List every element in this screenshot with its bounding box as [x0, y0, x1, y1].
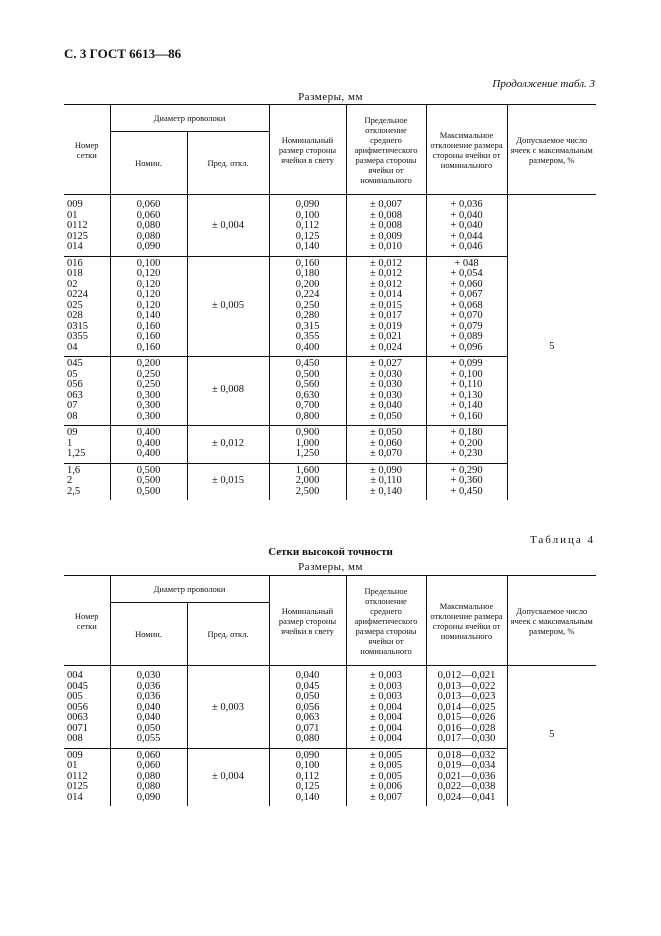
cell-wire-nominal-value: 0,060	[136, 199, 161, 210]
cell-number-value: 07	[67, 400, 78, 411]
cell-nominal-size	[269, 463, 346, 500]
cell-wire-nominal-value: 0,120	[136, 299, 161, 311]
cell-mean-deviation-value: ± 0,010	[369, 241, 402, 252]
cell-number-value: 009	[67, 749, 83, 761]
cell-max-deviation-value: + 0,040	[450, 220, 483, 231]
col-header-number: Номер сетки	[64, 576, 110, 666]
cell-mean-deviation-value: ± 0,060	[369, 437, 402, 449]
cell-mean-deviation	[346, 666, 426, 749]
cell-number-value: 1,6	[67, 464, 81, 476]
cell-wire-nominal-value: 0,500	[136, 464, 161, 476]
cell-number-value: 025	[67, 299, 83, 311]
cell-max-deviation-value: 0,014—0,025	[437, 701, 496, 713]
cell-number-value: 0071	[67, 722, 88, 734]
cell-max-deviation-value: + 0,040	[450, 209, 483, 221]
cell-number-value: 01	[67, 209, 78, 221]
cell-mean-deviation-value: ± 0,021	[369, 331, 402, 342]
cell-nominal-size	[269, 256, 346, 357]
cell-max-deviation-value: + 0,200	[450, 437, 483, 449]
cell-number-value: 2	[67, 475, 73, 486]
cell-max-deviation	[426, 357, 507, 426]
cell-wire-nominal-value: 0,500	[136, 475, 161, 486]
cell-allowed-count: 5	[507, 666, 596, 807]
cell-nominal-size-value: 0,063	[295, 712, 320, 723]
cell-mean-deviation-value: ± 0,005	[369, 749, 402, 761]
cell-nominal-size	[269, 748, 346, 806]
cell-nominal-size-value: 0,250	[295, 299, 320, 311]
cell-max-deviation	[426, 463, 507, 500]
cell-number	[64, 256, 110, 357]
cell-wire-nominal-value: 0,250	[136, 368, 161, 380]
cell-number	[64, 426, 110, 464]
cell-number	[64, 463, 110, 500]
cell-max-deviation-value: 0,018—0,032	[437, 749, 496, 761]
cell-max-deviation-value: + 0,089	[450, 331, 483, 342]
cell-nominal-size-value: 1,600	[295, 464, 320, 476]
cell-number-value: 09	[67, 427, 78, 438]
cell-number-value: 01	[67, 760, 78, 771]
cell-wire-nominal-value: 0,160	[136, 341, 161, 353]
cell-max-deviation-value: 0,016—0,028	[437, 722, 496, 734]
cell-nominal-size-value: 0,112	[295, 770, 320, 782]
col-header-max-deviation: Максимальное отклонение размера стороны ячейки от номинального	[426, 576, 507, 666]
cell-wire-nominal-value: 0,040	[136, 712, 161, 723]
cell-mean-deviation-value: ± 0,019	[369, 320, 402, 332]
cell-mean-deviation-value: ± 0,012	[369, 257, 402, 269]
cell-mean-deviation-value: ± 0,007	[369, 199, 402, 210]
cell-nominal-size-value: 0,800	[295, 410, 320, 422]
cell-max-deviation-value: + 0,079	[450, 320, 483, 332]
cell-nominal-size-value: 0,071	[295, 722, 320, 734]
cell-number-value: 018	[67, 268, 83, 279]
cell-wire-nominal	[110, 748, 187, 806]
cell-nominal-size-value: 0,630	[295, 389, 320, 401]
cell-max-deviation-value: + 0,450	[450, 485, 483, 497]
cell-max-deviation-value: + 0,046	[450, 241, 483, 252]
cell-mean-deviation	[346, 748, 426, 806]
cell-mean-deviation-value: ± 0,012	[369, 268, 402, 279]
cell-number	[64, 195, 110, 257]
cell-mean-deviation-value: ± 0,030	[369, 379, 402, 390]
table4-sizes-label: Размеры, мм	[298, 561, 363, 573]
cell-wire-nominal-value: 0,080	[136, 781, 161, 792]
cell-number	[64, 357, 110, 426]
cell-number-value: 0224	[67, 289, 88, 300]
cell-number-value: 056	[67, 379, 83, 390]
col-header-allowed-count: Допускаемое число ячеек с максимальным размером, %	[507, 576, 596, 666]
cell-max-deviation	[426, 195, 507, 257]
cell-wire-nominal-value: 0,120	[136, 289, 161, 300]
cell-nominal-size	[269, 195, 346, 257]
cell-max-deviation-value: + 0,160	[450, 410, 483, 422]
cell-max-deviation-value: + 0,060	[450, 278, 483, 290]
cell-wire-nominal-value: 0,400	[136, 448, 161, 459]
cell-mean-deviation-value: ± 0,014	[369, 289, 402, 300]
cell-mean-deviation-value: ± 0,004	[369, 701, 402, 713]
col-header-wire-diameter: Диаметр проволоки	[110, 576, 269, 603]
cell-wire-nominal-value: 0,400	[136, 437, 161, 449]
cell-nominal-size-value: 0,160	[295, 257, 320, 269]
cell-mean-deviation-value: ± 0,004	[369, 712, 402, 723]
cell-wire-nominal-value: 0,090	[136, 791, 161, 803]
cell-number	[64, 748, 110, 806]
cell-wire-nominal-value: 0,080	[136, 220, 161, 231]
cell-max-deviation-value: 0,013—0,023	[437, 691, 496, 702]
cell-number-value: 0112	[67, 770, 88, 782]
cell-wire-nominal-value: 0,300	[136, 389, 161, 401]
col-header-nominal-size: Номинальный размер стороны ячейки в свету	[269, 576, 346, 666]
cell-wire-nominal-value: 0,300	[136, 400, 161, 411]
cell-nominal-size-value: 0,315	[295, 320, 320, 332]
cell-wire-tolerance: ± 0,012	[187, 426, 269, 464]
cell-nominal-size-value: 0,090	[295, 749, 320, 761]
cell-wire-nominal-value: 0,080	[136, 770, 161, 782]
cell-mean-deviation-value: ± 0,024	[369, 341, 402, 353]
cell-mean-deviation	[346, 195, 426, 257]
cell-number-value: 0112	[67, 220, 88, 231]
col-header-number: Номер сетки	[64, 105, 110, 195]
cell-nominal-size-value: 0,700	[295, 400, 320, 411]
cell-mean-deviation-value: ± 0,015	[369, 299, 402, 311]
cell-mean-deviation-value: ± 0,140	[369, 485, 402, 497]
cell-nominal-size-value: 0,224	[295, 289, 320, 300]
cell-number-value: 016	[67, 257, 83, 269]
cell-number-value: 014	[67, 791, 83, 803]
cell-mean-deviation-value: ± 0,017	[369, 310, 402, 321]
cell-number-value: 04	[67, 341, 78, 353]
cell-nominal-size-value: 0,560	[295, 379, 320, 390]
cell-wire-nominal-value: 0,400	[136, 427, 161, 438]
cell-max-deviation-value: 0,015—0,026	[437, 712, 496, 723]
col-header-max-deviation: Максимальное отклонение размера стороны ячейки от номинального	[426, 105, 507, 195]
cell-mean-deviation-value: ± 0,004	[369, 733, 402, 744]
table-row-group	[64, 195, 596, 257]
cell-nominal-size	[269, 357, 346, 426]
cell-max-deviation-value: + 0,230	[450, 448, 483, 459]
col-header-wire-nominal: Номин.	[110, 132, 187, 195]
cell-nominal-size-value: 0,100	[295, 760, 320, 771]
cell-mean-deviation-value: ± 0,050	[369, 427, 402, 438]
cell-wire-nominal-value: 0,080	[136, 230, 161, 242]
cell-nominal-size-value: 0,080	[295, 733, 320, 744]
cell-max-deviation-value: + 048	[454, 257, 479, 269]
cell-max-deviation-value: + 0,290	[450, 464, 483, 476]
cell-max-deviation-value: 0,012—0,021	[437, 670, 496, 681]
cell-max-deviation-value: 0,024—0,041	[437, 791, 496, 803]
cell-max-deviation-value: + 0,096	[450, 341, 483, 353]
cell-wire-tolerance: ± 0,005	[187, 256, 269, 357]
cell-mean-deviation-value: ± 0,030	[369, 389, 402, 401]
cell-nominal-size-value: 0,125	[295, 230, 320, 242]
cell-nominal-size-value: 0,050	[295, 691, 320, 702]
cell-number-value: 2,5	[67, 485, 81, 497]
cell-wire-nominal-value: 0,140	[136, 310, 161, 321]
cell-nominal-size-value: 0,355	[295, 331, 320, 342]
cell-wire-nominal	[110, 666, 187, 749]
cell-wire-tolerance: ± 0,003	[187, 666, 269, 749]
cell-wire-nominal-value: 0,090	[136, 241, 161, 252]
cell-max-deviation-value: 0,022—0,038	[437, 781, 496, 792]
cell-wire-nominal-value: 0,060	[136, 749, 161, 761]
cell-max-deviation	[426, 256, 507, 357]
cell-number-value: 08	[67, 410, 78, 422]
cell-mean-deviation-value: ± 0,003	[369, 680, 402, 692]
cell-wire-nominal-value: 0,050	[136, 722, 161, 734]
cell-mean-deviation	[346, 426, 426, 464]
cell-max-deviation-value: + 0,110	[450, 379, 483, 390]
cell-max-deviation-value: 0,021—0,036	[437, 770, 496, 782]
cell-mean-deviation-value: ± 0,005	[369, 760, 402, 771]
cell-wire-nominal-value: 0,100	[136, 257, 161, 269]
cell-nominal-size-value: 2,000	[295, 475, 320, 486]
cell-wire-nominal	[110, 357, 187, 426]
cell-nominal-size-value: 1,250	[295, 448, 320, 459]
cell-nominal-size-value: 1,000	[295, 437, 320, 449]
cell-number-value: 005	[67, 691, 83, 702]
cell-wire-nominal	[110, 426, 187, 464]
cell-wire-nominal-value: 0,040	[136, 701, 161, 713]
cell-max-deviation-value: + 0,070	[450, 310, 483, 321]
cell-number-value: 0125	[67, 781, 88, 792]
cell-number-value: 0056	[67, 701, 88, 713]
cell-nominal-size	[269, 666, 346, 749]
cell-nominal-size-value: 0,140	[295, 791, 320, 803]
cell-nominal-size-value: 0,040	[295, 670, 320, 681]
cell-wire-tolerance: ± 0,008	[187, 357, 269, 426]
cell-max-deviation-value: 0,017—0,030	[437, 733, 496, 744]
col-header-allowed-count: Допускаемое число ячеек с максимальным размером, %	[507, 105, 596, 195]
col-header-wire-nominal: Номин.	[110, 603, 187, 666]
cell-wire-nominal-value: 0,120	[136, 268, 161, 279]
cell-mean-deviation-value: ± 0,004	[369, 722, 402, 734]
cell-mean-deviation-value: ± 0,070	[369, 448, 402, 459]
cell-nominal-size-value: 0,045	[295, 680, 320, 692]
cell-mean-deviation-value: ± 0,012	[369, 278, 402, 290]
cell-nominal-size-value: 0,280	[295, 310, 320, 321]
cell-nominal-size-value: 0,200	[295, 278, 320, 290]
cell-nominal-size-value: 0,125	[295, 781, 320, 792]
cell-wire-nominal-value: 0,160	[136, 320, 161, 332]
cell-number-value: 004	[67, 670, 83, 681]
cell-wire-nominal	[110, 463, 187, 500]
cell-number-value: 063	[67, 389, 83, 401]
cell-wire-nominal	[110, 195, 187, 257]
cell-wire-nominal-value: 0,300	[136, 410, 161, 422]
cell-max-deviation-value: + 0,100	[450, 368, 483, 380]
cell-number-value: 1,25	[67, 448, 86, 459]
cell-mean-deviation	[346, 463, 426, 500]
cell-wire-nominal-value: 0,160	[136, 331, 161, 342]
cell-max-deviation	[426, 748, 507, 806]
table-3	[64, 104, 596, 500]
cell-max-deviation	[426, 666, 507, 749]
cell-number-value: 0125	[67, 230, 88, 242]
cell-nominal-size	[269, 426, 346, 464]
page-header: С. 3 ГОСТ 6613—86	[64, 46, 182, 61]
cell-number-value: 014	[67, 241, 83, 252]
cell-nominal-size-value: 0,140	[295, 241, 320, 252]
cell-mean-deviation-value: ± 0,009	[369, 230, 402, 242]
col-header-wire-tolerance: Пред. откл.	[187, 132, 269, 195]
cell-mean-deviation-value: ± 0,007	[369, 791, 402, 803]
cell-number-value: 02	[67, 278, 78, 290]
table3-sizes-label: Размеры, мм	[298, 91, 363, 103]
cell-number-value: 028	[67, 310, 83, 321]
cell-max-deviation-value: 0,019—0,034	[437, 760, 496, 771]
cell-mean-deviation-value: ± 0,027	[369, 358, 402, 369]
cell-number-value: 0315	[67, 320, 88, 332]
cell-wire-nominal-value: 0,036	[136, 691, 161, 702]
cell-nominal-size-value: 2,500	[295, 485, 320, 497]
cell-max-deviation-value: + 0,099	[450, 358, 483, 369]
cell-max-deviation-value: + 0,068	[450, 299, 483, 311]
cell-mean-deviation-value: ± 0,003	[369, 691, 402, 702]
table-4	[64, 575, 596, 806]
cell-number-value: 0045	[67, 680, 88, 692]
cell-nominal-size-value: 0,056	[295, 701, 320, 713]
cell-number-value: 045	[67, 358, 83, 369]
cell-max-deviation-value: 0,013—0,022	[437, 680, 496, 692]
cell-number-value: 1	[67, 437, 73, 449]
cell-mean-deviation-value: ± 0,008	[369, 220, 402, 231]
cell-nominal-size-value: 0,112	[295, 220, 320, 231]
cell-max-deviation-value: + 0,067	[450, 289, 483, 300]
table-row-group	[64, 666, 596, 749]
cell-nominal-size-value: 0,900	[295, 427, 320, 438]
cell-wire-nominal-value: 0,060	[136, 760, 161, 771]
cell-mean-deviation-value: ± 0,040	[369, 400, 402, 411]
cell-wire-nominal-value: 0,030	[136, 670, 161, 681]
cell-mean-deviation-value: ± 0,050	[369, 410, 402, 422]
cell-wire-nominal-value: 0,500	[136, 485, 161, 497]
cell-number-value: 05	[67, 368, 78, 380]
cell-max-deviation-value: + 0,360	[450, 475, 483, 486]
col-header-mean-deviation: Предельное отклонение среднего арифметического размера стороны ячейки от номинального	[346, 105, 426, 195]
cell-allowed-count: 5	[507, 195, 596, 501]
col-header-wire-tolerance: Пред. откл.	[187, 603, 269, 666]
cell-nominal-size-value: 0,500	[295, 368, 320, 380]
cell-nominal-size-value: 0,400	[295, 341, 320, 353]
cell-wire-nominal-value: 0,120	[136, 278, 161, 290]
cell-nominal-size-value: 0,450	[295, 358, 320, 369]
cell-max-deviation-value: + 0,036	[450, 199, 483, 210]
cell-mean-deviation-value: ± 0,005	[369, 770, 402, 782]
cell-max-deviation-value: + 0,180	[450, 427, 483, 438]
cell-mean-deviation-value: ± 0,006	[369, 781, 402, 792]
cell-number-value: 0063	[67, 712, 88, 723]
cell-number-value: 009	[67, 199, 83, 210]
cell-wire-nominal-value: 0,250	[136, 379, 161, 390]
cell-mean-deviation-value: ± 0,003	[369, 670, 402, 681]
cell-wire-nominal	[110, 256, 187, 357]
cell-nominal-size-value: 0,180	[295, 268, 320, 279]
cell-number-value: 008	[67, 733, 83, 744]
cell-wire-tolerance: ± 0,004	[187, 748, 269, 806]
cell-max-deviation-value: + 0,140	[450, 400, 483, 411]
cell-number	[64, 666, 110, 749]
cell-wire-nominal-value: 0,200	[136, 358, 161, 369]
cell-mean-deviation-value: ± 0,008	[369, 209, 402, 221]
col-header-nominal-size: Номинальный размер стороны ячейки в свету	[269, 105, 346, 195]
col-header-wire-diameter: Диаметр проволоки	[110, 105, 269, 132]
cell-nominal-size-value: 0,100	[295, 209, 320, 221]
table4-title: Сетки высокой точности	[268, 546, 393, 558]
table4-caption: Таблица 4	[529, 534, 595, 546]
col-header-mean-deviation: Предельное отклонение среднего арифметического размера стороны ячейки от номинального	[346, 576, 426, 666]
cell-mean-deviation-value: ± 0,110	[370, 475, 402, 486]
cell-mean-deviation-value: ± 0,030	[369, 368, 402, 380]
cell-wire-nominal-value: 0,055	[136, 733, 161, 744]
cell-mean-deviation	[346, 357, 426, 426]
cell-max-deviation	[426, 426, 507, 464]
cell-max-deviation-value: + 0,054	[450, 268, 483, 279]
cell-wire-nominal-value: 0,036	[136, 680, 161, 692]
cell-number-value: 0355	[67, 331, 88, 342]
cell-mean-deviation-value: ± 0,090	[369, 464, 402, 476]
cell-wire-tolerance: ± 0,015	[187, 463, 269, 500]
cell-max-deviation-value: + 0,130	[450, 389, 483, 401]
cell-wire-nominal-value: 0,060	[136, 209, 161, 221]
cell-max-deviation-value: + 0,044	[450, 230, 483, 242]
cell-mean-deviation	[346, 256, 426, 357]
cell-nominal-size-value: 0,090	[295, 199, 320, 210]
continuation-note: Продолжение табл. 3	[492, 78, 595, 90]
cell-wire-tolerance: ± 0,004	[187, 195, 269, 257]
